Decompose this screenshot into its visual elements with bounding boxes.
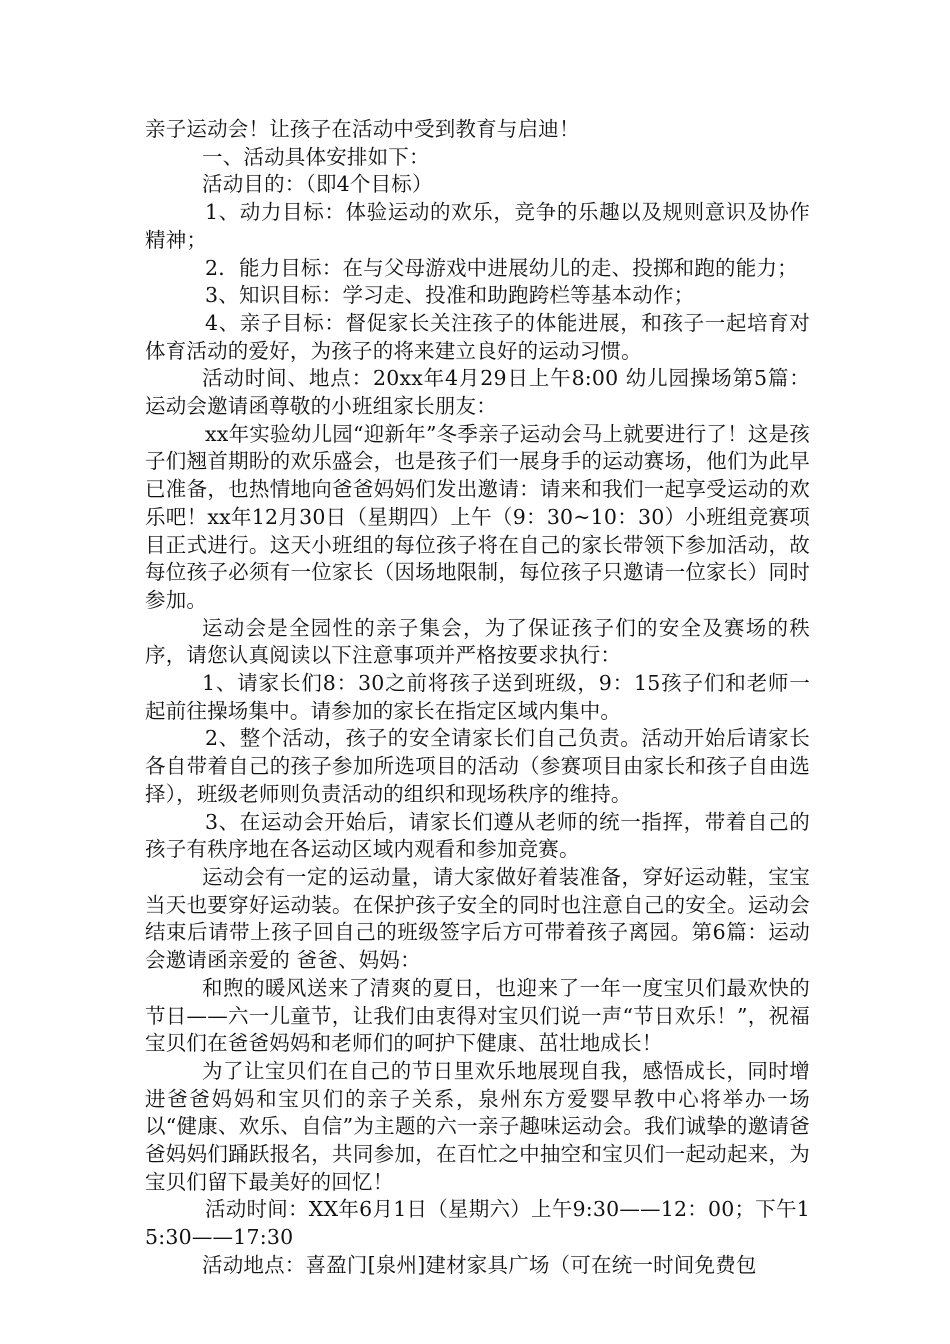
paragraph-event-time: 活动时间：XX年6月1日（星期六）上午9:30——12：00；下午15:30——17:30 <box>145 1197 810 1250</box>
paragraph-goal-3: 3、知识目标：学习走、投准和助跑跨栏等基本动作； <box>205 283 695 308</box>
paragraph-notice-2: 2、整个活动，孩子的安全请家长们自己负责。活动开始后请家长各自带着自己的孩子参加所选项目的活动（参赛项目由家长和孩子自由选择），班级老师则负责活动的组织和现场秩序的维持。 <box>145 726 810 806</box>
paragraph-notice-1: 1、请家长们8：30之前将孩子送到班级，9：15孩子们和老师一起前往操场集中。请参加的家长在指定区域内集中。 <box>145 671 810 723</box>
paragraph-goal-4: 4、亲子目标：督促家长关注孩子的体能进展，和孩子一起培育对体育活动的爱好，为孩子的将来建立良好的运动习惯。 <box>145 310 810 363</box>
paragraph-attire: 运动会有一定的运动量，请大家做好着装准备，穿好运动鞋，宝宝当天也要穿好运动装。在保护孩子安全的同时也注意自己的安全。运动会结束后请带上孩子回自己的班级签字后方可带着孩子离园。第6篇：运动会邀请函亲爱的 爸爸、妈妈： <box>145 864 810 973</box>
paragraph-notice-intro: 运动会是全园性的亲子集会，为了保证孩子们的安全及赛场的秩序，请您认真阅读以下注意事项并严格按要求执行： <box>145 615 810 668</box>
paragraph-event-intro: 为了让宝贝们在自己的节日里欢乐地展现自我，感悟成长，同时增进爸爸妈妈和宝贝们的亲子关系，泉州东方爱婴早教中心将举办一场以“健康、欢乐、自信”为主题的六一亲子趣味运动会。我们诚挚的邀请爸爸妈妈们踊跃报名，共同参加，在百忙之中抽空和宝贝们一起动起来，为宝贝们留下最美好的回忆！ <box>145 1058 810 1194</box>
paragraph-event-location: 活动地点：喜盈门[泉州]建材家具广场（可在统一时间免费包 <box>202 1252 757 1277</box>
paragraph-notice-3: 3、在运动会开始后，请家长们遵从老师的统一指挥，带着自己的孩子有秩序地在各运动区域内观看和参加竞赛。 <box>145 809 810 862</box>
paragraph-goal-1: 1、动力目标：体验运动的欢乐，竞争的乐趣以及规则意识及协作精神； <box>145 200 810 252</box>
paragraph-goals-heading: 活动目的：（即4个目标） <box>202 172 433 197</box>
paragraph-invitation: xx年实验幼儿园“迎新年”冬季亲子运动会马上就要进行了！这是孩子们翘首期盼的欢乐盛会，也是孩子们一展身手的运动赛场，他们为此早已准备，也热情地向爸爸妈妈们发出邀请：请来和我们一起享受运动的欢乐吧！xx年12月30日（星期四）上午（9：30~10：30）小班组竞赛项目正式进行。这天小班组的每位孩子将在自己的家长带领下参加活动，故每位孩子必须有一位家长（因场地限制，每位孩子只邀请一位家长）同时参加。 <box>145 421 810 612</box>
paragraph-childrens-day: 和煦的暖风送来了清爽的夏日，也迎来了一年一度宝贝们最欢快的节日——六一儿童节，让我们由衷得对宝贝们说一声“节日欢乐！”，祝福宝贝们在爸爸妈妈和老师们的呵护下健康、茁壮地成长！ <box>145 975 810 1056</box>
paragraph-goal-2: 2．能力目标：在与父母游戏中进展幼儿的走、投掷和跑的能力； <box>205 255 798 280</box>
paragraph-intro: 亲子运动会！让孩子在活动中受到教育与启迪！ <box>145 117 580 141</box>
document-body <box>145 116 810 1280</box>
paragraph-section-heading: 一、活动具体安排如下： <box>202 144 430 169</box>
paragraph-time-place: 活动时间、地点：20xx年4月29日上午8:00 幼儿园操场第5篇：运动会邀请函尊敬的小班组家长朋友： <box>145 366 810 419</box>
